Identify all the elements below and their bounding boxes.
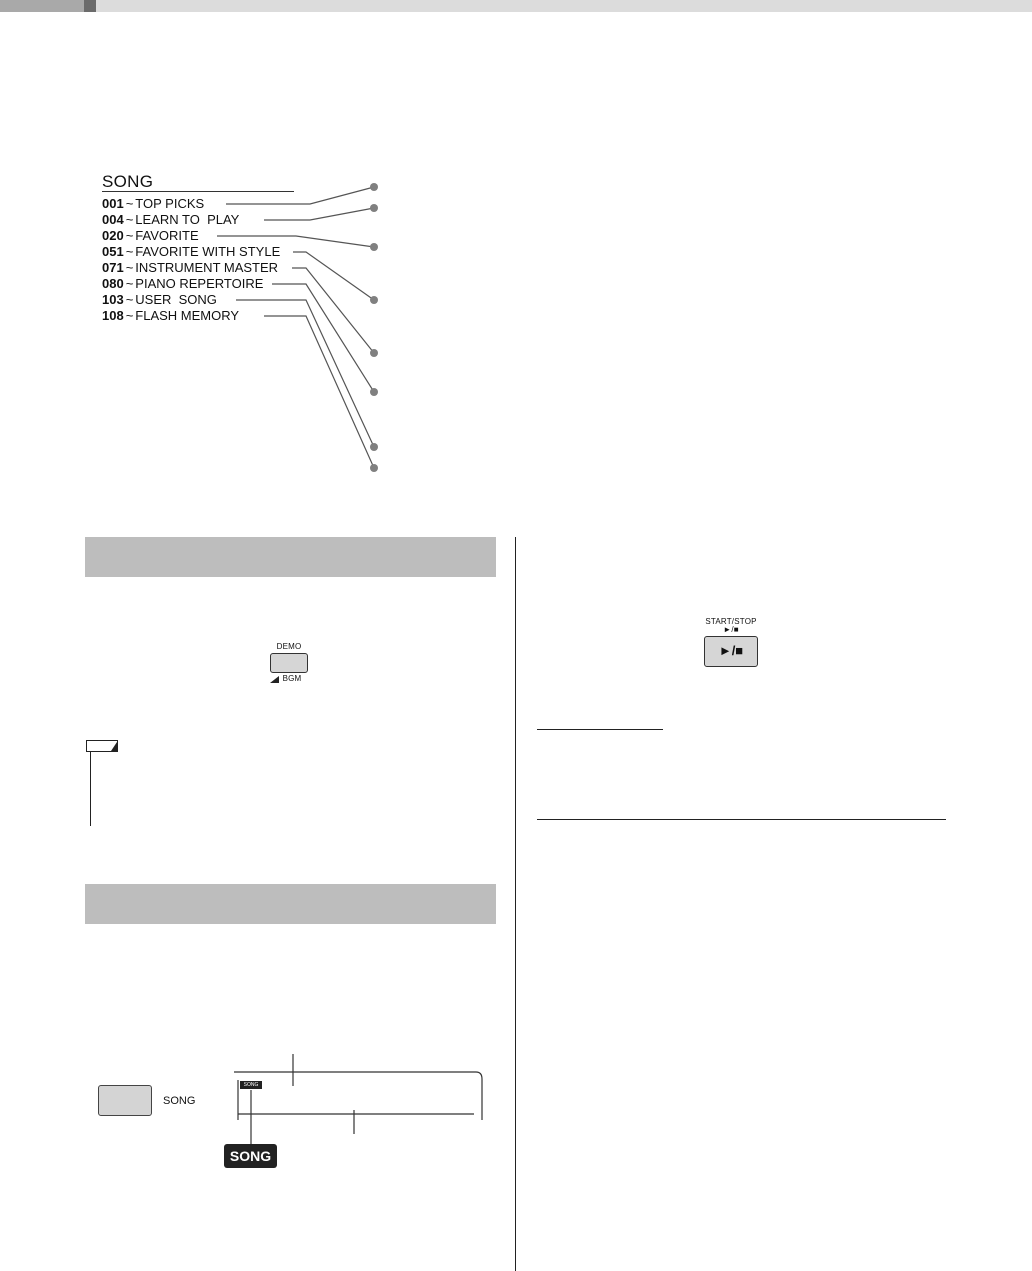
song-list-leader-lines bbox=[0, 0, 1032, 500]
column-divider bbox=[515, 537, 516, 1271]
song-row-number: 071 bbox=[102, 260, 124, 275]
callout-dot bbox=[370, 183, 378, 191]
section-rule-long bbox=[537, 819, 946, 820]
leader-line bbox=[264, 316, 374, 468]
demo-button-label: DEMO bbox=[276, 642, 302, 651]
song-row-separator: ~ bbox=[125, 244, 134, 259]
song-row-number: 080 bbox=[102, 276, 124, 291]
song-row-separator: ~ bbox=[125, 276, 134, 291]
callout-dot bbox=[370, 388, 378, 396]
song-row-separator: ~ bbox=[125, 196, 134, 211]
start-stop-label: START/STOP bbox=[705, 617, 757, 626]
section-header-bar bbox=[85, 884, 496, 924]
callout-dot bbox=[370, 443, 378, 451]
bgm-label: BGM bbox=[282, 674, 302, 683]
demo-button[interactable] bbox=[270, 653, 308, 673]
song-row-separator: ~ bbox=[125, 308, 134, 323]
section-header-bar bbox=[85, 537, 496, 577]
start-stop-symbol: ►/■ bbox=[723, 625, 739, 634]
display-frame bbox=[234, 1072, 482, 1120]
section-rule-short bbox=[537, 729, 663, 730]
song-indicator-badge: SONG bbox=[224, 1144, 277, 1168]
song-row-label: FAVORITE bbox=[135, 228, 199, 243]
song-list-heading: SONG bbox=[102, 172, 154, 191]
callout-dot bbox=[370, 464, 378, 472]
callout-dot bbox=[370, 204, 378, 212]
song-row-label: FAVORITE WITH STYLE bbox=[135, 244, 281, 259]
leader-line bbox=[217, 236, 374, 247]
callout-dot bbox=[370, 349, 378, 357]
song-row-label: INSTRUMENT MASTER bbox=[135, 260, 279, 275]
song-button[interactable] bbox=[98, 1085, 152, 1116]
song-row-label: LEARN TO PLAY bbox=[135, 212, 240, 227]
song-row-number: 051 bbox=[102, 244, 124, 259]
song-row-separator: ~ bbox=[125, 228, 134, 243]
song-row-number: 004 bbox=[102, 212, 124, 227]
leader-line bbox=[264, 208, 374, 220]
leader-line bbox=[292, 268, 374, 353]
song-row-label: FLASH MEMORY bbox=[135, 308, 240, 323]
song-row-label: TOP PICKS bbox=[135, 196, 205, 211]
start-stop-button[interactable]: ►/■ bbox=[704, 636, 758, 667]
callout-dot bbox=[370, 243, 378, 251]
display-song-indicator: SONG bbox=[240, 1081, 262, 1089]
song-row-separator: ~ bbox=[125, 292, 134, 307]
leader-line bbox=[236, 300, 374, 447]
song-button-label: SONG bbox=[163, 1095, 196, 1107]
song-row-label: PIANO REPERTOIRE bbox=[135, 276, 264, 291]
song-row-number: 103 bbox=[102, 292, 124, 307]
edit-triangle-icon bbox=[270, 676, 280, 684]
leader-line bbox=[226, 187, 374, 204]
note-rule bbox=[90, 752, 91, 826]
song-row-number: 020 bbox=[102, 228, 124, 243]
song-row-separator: ~ bbox=[125, 212, 134, 227]
note-corner bbox=[111, 742, 118, 752]
song-row-label: USER SONG bbox=[135, 292, 217, 307]
song-row-number: 108 bbox=[102, 308, 124, 323]
song-row-separator: ~ bbox=[125, 260, 134, 275]
song-row-number: 001 bbox=[102, 196, 124, 211]
leader-line bbox=[293, 252, 374, 300]
callout-dot bbox=[370, 296, 378, 304]
